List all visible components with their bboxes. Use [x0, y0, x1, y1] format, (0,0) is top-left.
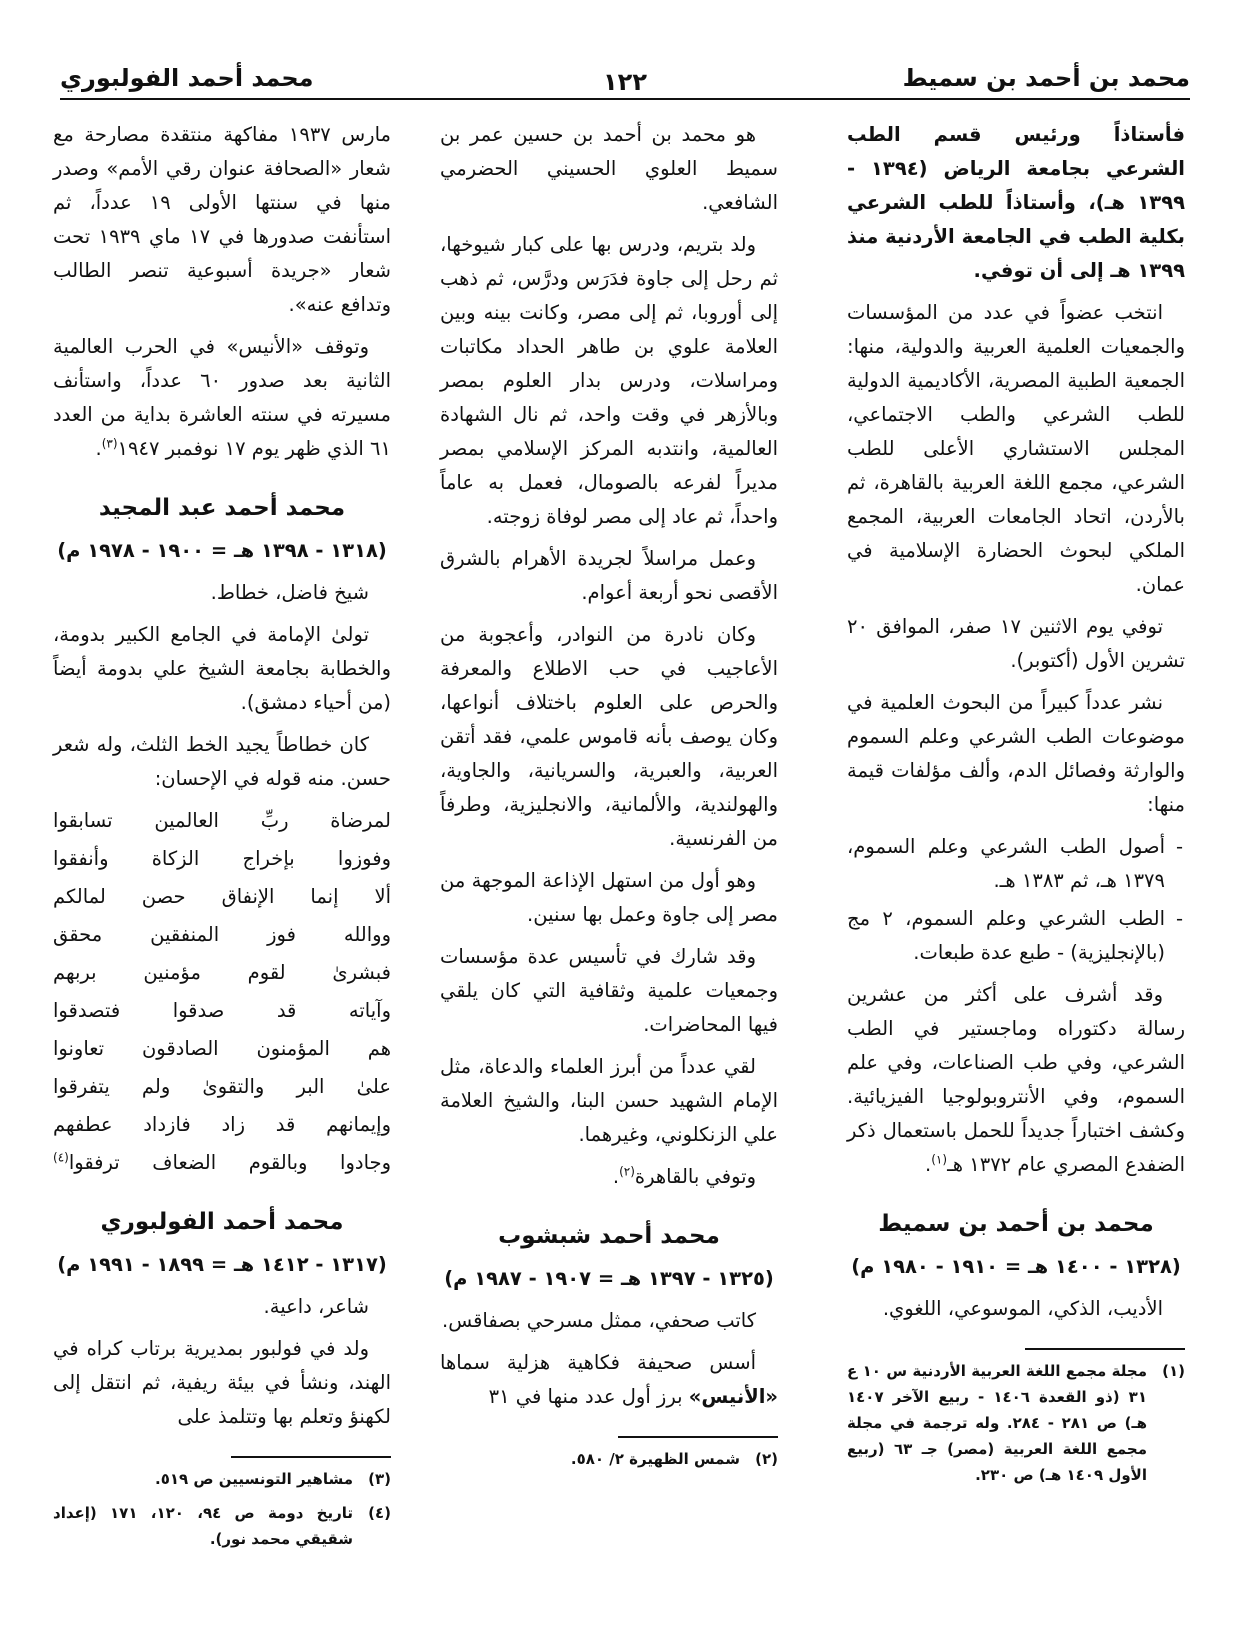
paragraph: انتخب عضواً في عدد من المؤسسات والجمعيات العلمية العربية والدولية، منها: الجمعية الطبية المصرية، الأكاديمية الدولية للطب الشرعي والطب الاجتماعي، المجلس الاستشاري الأعلى للطب الشرعي، مجمع اللغة العربية بالقاهرة، ثم بالأردن، اتحاد الجامعات العربية، المجمع الملكي لبحوث الحضارة الإسلامية في عمان.: [847, 301, 1185, 596]
paragraph: الأديب، الذكي، الموسوعي، اللغوي.: [882, 1297, 1163, 1320]
entry-title: محمد أحمد شبشوب: [498, 1223, 720, 1249]
list-item: - أصول الطب الشرعي وعلم السموم، ١٣٧٩ هـ، ثم ١٣٨٣ هـ.: [847, 830, 1185, 898]
paragraph: ولد بتريم، ودرس بها على كبار شيوخها، ثم رحل إلى جاوة فدَرَس ودرَّس، ثم ذهب إلى أوروبا، ثم إلى مصر، وكانت بينه وبين العلامة علوي بن طاهر الحداد مكاتبات ومراسلات، ودرس بدار العلوم بمصر وبالأزهر في وقت واحد، ثم نال الشهادة العالمية، وانتدبه المركز الإسلامي بمصر مديراً لفرعه بالصومال، فعمل به عاماً واحداً، ثم عاد إلى مصر لوفاة زوجته.: [440, 233, 778, 528]
verse-line: وفوزوا بإخراج الزكاة وأنفقوا: [53, 847, 391, 870]
entry-title: محمد بن أحمد بن سميط: [878, 1211, 1154, 1237]
verse-line: فبشرىٰ لقوم مؤمنين بربهم: [53, 961, 391, 984]
footnote-rule: [231, 1456, 391, 1458]
paragraph: وقد أشرف على أكثر من عشرين رسالة دكتوراه وماجستير في الطب الشرعي، وفي طب الصناعات، وفي علم السموم، وفي الأنتروبولوجيا الفيزيائية. وكشف اختباراً جديداً للحمل باستعمال ذكر الضفدع المصري عام ١٣٧٢ هـ$^{(١)}$.: [847, 983, 1185, 1176]
list-item: - الطب الشرعي وعلم السموم، ٢ مج (بالإنجليزية) - طبع عدة طبعات.: [847, 902, 1185, 970]
footnote-number: (١): [1162, 1362, 1185, 1380]
footnote: (٣) مشاهير التونسيين ص ٥١٩.: [53, 1466, 391, 1492]
paragraph: كان خطاطاً يجيد الخط الثلث، وله شعر حسن. منه قوله في الإحسان:: [53, 733, 391, 790]
page-header: [60, 58, 1190, 100]
paragraph: مارس ١٩٣٧ مفاكهة منتقدة مصارحة مع شعار «الصحافة عنوان رقي الأمم» وصدر منها في سنتها الأولى ١٩ عدداً، ثم استأنفت صدورها في ١٧ ماي ١٩٣٩ تحت شعار «جريدة أسبوعية تنصر الطالب وتدافع عنه».: [53, 123, 391, 316]
entry-dates: (١٣٢٥ - ١٣٩٧ هـ = ١٩٠٧ - ١٩٨٧ م): [444, 1267, 774, 1290]
verse-line: لمرضاة ربِّ العالمين تسابقوا: [53, 809, 391, 832]
page-number: ١٢٢: [603, 68, 647, 96]
paragraph: هو محمد بن أحمد بن حسين عمر بن سميط العلوي الحسيني الحضرمي الشافعي.: [440, 123, 778, 214]
verse-line: وإيمانهم قد زاد فازداد عطفهم: [53, 1113, 391, 1136]
paragraph: تولىٰ الإمامة في الجامع الكبير بدومة، والخطابة بجامعة الشيخ علي بدومة أيضاً (من أحياء دمشق).: [53, 623, 391, 714]
footnote-ref: (١): [931, 1152, 948, 1167]
paragraph: فأستاذاً ورئيس قسم الطب الشرعي بجامعة الرياض (١٣٩٤ - ١٣٩٩ هـ)، وأستاذاً للطب الشرعي بكلية الطب في الجامعة الأردنية منذ ١٣٩٩ هـ إلى أن توفي.: [847, 123, 1185, 282]
verse-line: ألا إنما الإنفاق حصن لمالكم: [53, 885, 391, 908]
entry-dates: (١٣٢٨ - ١٤٠٠ هـ = ١٩١٠ - ١٩٨٠ م): [851, 1255, 1181, 1278]
paragraph: نشر عدداً كبيراً من البحوث العلمية في موضوعات الطب الشرعي وعلم السموم والوارثة وفصائل الدم، وألف مؤلفات قيمة منها:: [847, 691, 1185, 816]
verse-line: وجادوا وبالقوم الضعاف ترفقوا$^{(٤)}$: [53, 1150, 391, 1174]
entry-title: محمد أحمد عبد المجيد: [98, 495, 346, 521]
paragraph: وتوقف «الأنيس» في الحرب العالمية الثانية بعد صدور ٦٠ عدداً، واستأنف مسيرته في سنته العاشرة بداية من العدد ٦١ الذي ظهر يوم ١٧ نوفمبر ١٩٤٧$^{(٣)}$.: [53, 335, 391, 460]
footnote-number: (٣): [368, 1470, 391, 1488]
footnote-number: (٢): [755, 1450, 778, 1468]
entry-title: محمد أحمد الفولبوري: [100, 1209, 344, 1235]
paragraph: كاتب صحفي، ممثل مسرحي بصفاقس.: [442, 1309, 756, 1332]
entry-dates: (١٣١٧ - ١٤١٢ هـ = ١٨٩٩ - ١٩٩١ م): [57, 1253, 387, 1276]
footnote-rule: [1025, 1348, 1185, 1350]
footnote-rule: [618, 1436, 778, 1438]
footnote: (٢) شمس الظهيرة ٢/ ٥٨٠.: [440, 1446, 778, 1472]
column-left: [53, 118, 391, 1560]
entry-dates: (١٣١٨ - ١٣٩٨ هـ = ١٩٠٠ - ١٩٧٨ م): [57, 539, 387, 562]
running-head-right: محمد بن أحمد بن سميط: [902, 64, 1190, 92]
paragraph: توفي يوم الاثنين ١٧ صفر، الموافق ٢٠ تشرين الأول (أكتوبر).: [847, 615, 1185, 672]
column-middle: [440, 118, 778, 1480]
verse-line: هم المؤمنون الصادقون تعاونوا: [53, 1037, 391, 1060]
verse-line: وآياته قد صدقوا فتصدقوا: [53, 999, 391, 1022]
paragraph: شيخ فاضل، خطاط.: [210, 581, 369, 604]
paragraph: لقي عدداً من أبرز العلماء والدعاة، مثل الإمام الشهيد حسن البنا، والشيخ العلامة علي الزنكلوني، وغيرهما.: [440, 1055, 778, 1146]
footnote-ref: (٢): [619, 1164, 635, 1179]
header-rule: [60, 98, 1190, 100]
footnote: (٤) تاريخ دومة ص ٩٤، ١٢٠، ١٧١ (إعداد شقيقي محمد نور).: [53, 1500, 391, 1552]
paragraph: وكان نادرة من النوادر، وأعجوبة من الأعاجيب في حب الاطلاع والمعرفة والحرص على العلوم باختلاف أنواعها، وكان يوصف بأنه قاموس علمي، فقد أتقن العربية، والعبرية، والسريانية، والجاوية، والهولندية، والألمانية، والانجليزية، وطرفاً من الفرنسية.: [440, 623, 778, 850]
running-head-left: محمد أحمد الفولبوري: [60, 64, 314, 92]
paragraph: أسس صحيفة فكاهية هزلية سماها «الأنيس» برز أول عدد منها في ٣١: [440, 1351, 778, 1408]
paragraph: وتوفي بالقاهرة$^{(٢)}$.: [612, 1164, 756, 1188]
paragraph: وعمل مراسلاً لجريدة الأهرام بالشرق الأقصى نحو أربعة أعوام.: [440, 547, 778, 604]
paragraph: شاعر، داعية.: [263, 1295, 369, 1318]
footnote-number: (٤): [368, 1504, 391, 1522]
footnote-ref: (٣): [101, 436, 118, 451]
paragraph: وقد شارك في تأسيس عدة مؤسسات وجمعيات علمية وثقافية التي كان يلقي فيها المحاضرات.: [440, 945, 778, 1036]
paragraph: ولد في فولبور بمديرية برتاب كراه في الهند، ونشأ في بيئة ريفية، ثم انتقل إلى لكهنؤ وتعلم بها وتتلمذ على: [53, 1337, 391, 1428]
verse-line: ووالله فوز المنفقين محقق: [53, 923, 391, 946]
paragraph: وهو أول من استهل الإذاعة الموجهة من مصر إلى جاوة وعمل بها سنين.: [440, 869, 778, 926]
works-list: [847, 830, 1185, 970]
column-right: [847, 118, 1185, 1496]
verse-line: علىٰ البر والتقوىٰ ولم يتفرقوا: [53, 1075, 391, 1098]
poem: [53, 804, 391, 1180]
footnote-ref: (٤): [53, 1150, 69, 1165]
footnote: (١) مجلة مجمع اللغة العربية الأردنية س ١٠ ع ٣١ (ذو القعدة ١٤٠٦ - ربيع الآخر ١٤٠٧ هـ) ص ٢٨١ - ٢٨٤. وله ترجمة في مجلة مجمع اللغة العربية (مصر) جـ ٦٣ (ربيع الأول ١٤٠٩ هـ) ص ٢٣٠.: [847, 1358, 1185, 1488]
